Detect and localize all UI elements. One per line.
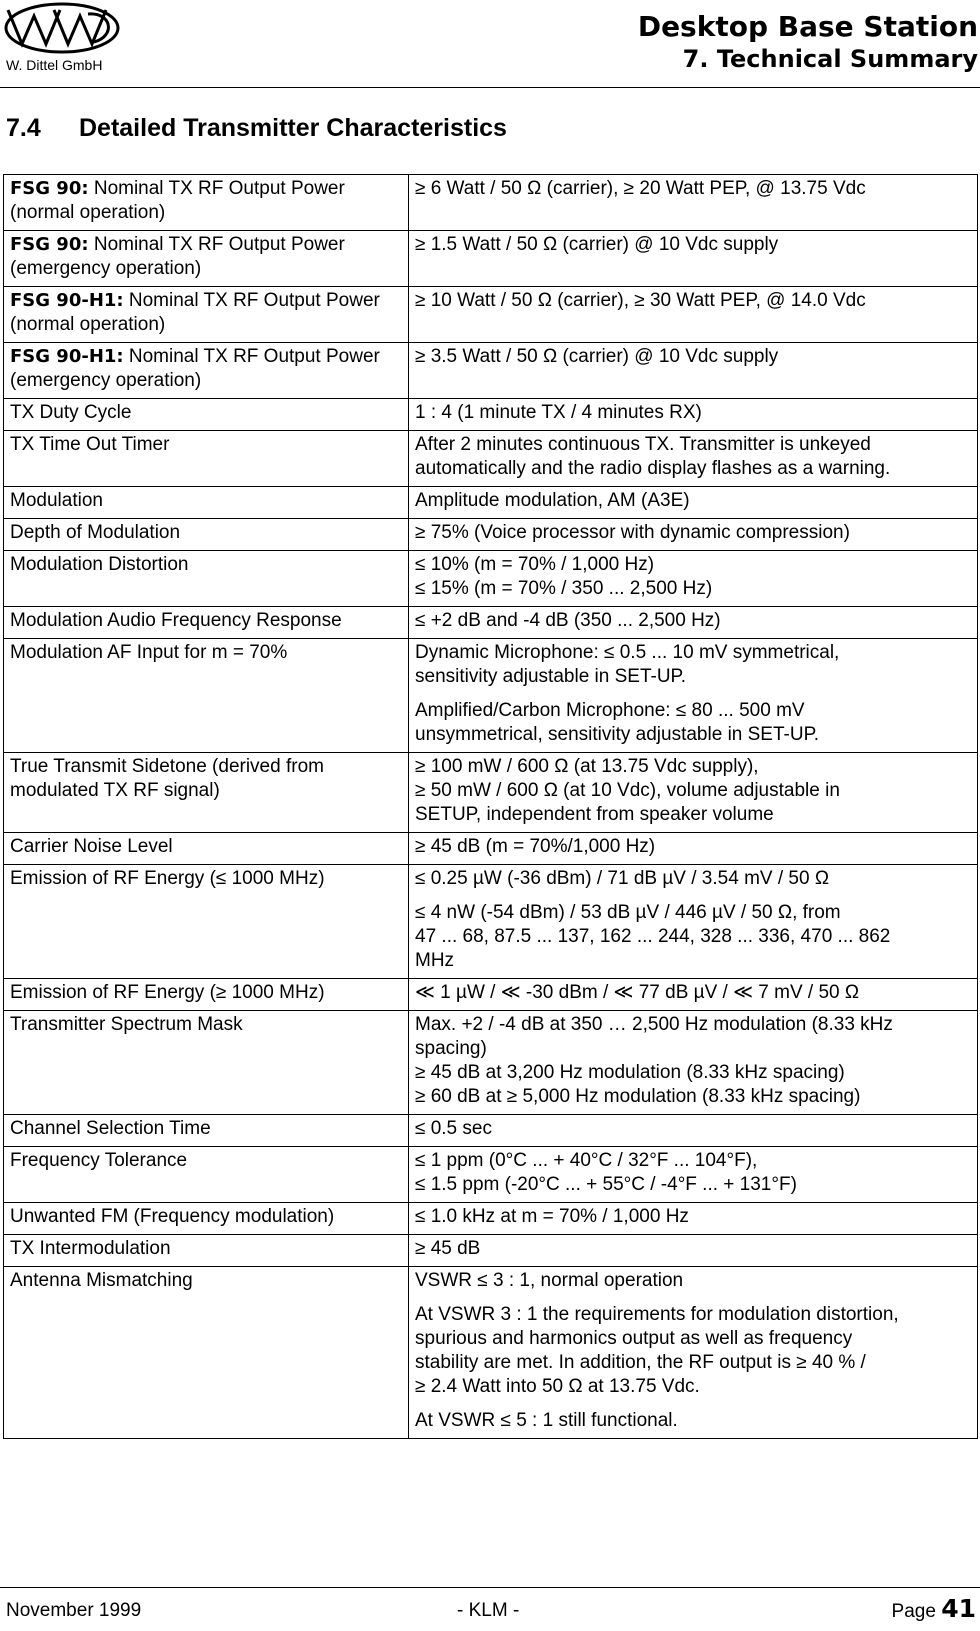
parameter-label: Frequency Tolerance (10, 1150, 188, 1171)
value-paragraph: At VSWR ≤ 5 : 1 still functional. (415, 1410, 678, 1431)
value-paragraph: 1 : 4 (1 minute TX / 4 minutes RX) (415, 402, 702, 423)
value-paragraph: At VSWR 3 : 1 the requirements for modulation distortion, spurious and harmonics output as well as frequency stability are met. In addition, the RF output is ≥ 40 % / ≥ 2.4 Watt into 50 Ω at 13.75 Vdc. (415, 1304, 899, 1397)
footer-document-code: - KLM - (457, 1600, 520, 1621)
parameter-cell (4, 1203, 409, 1235)
parameter-text (10, 867, 402, 891)
value-paragraph: Amplified/Carbon Microphone: ≤ 80 ... 500 mV unsymmetrical, sensitivity adjustable in SET-UP. (415, 700, 820, 745)
parameter-text (10, 1205, 402, 1229)
parameter-label: Modulation Audio Frequency Response (10, 610, 342, 631)
value-paragraph: Max. +2 / -4 dB at 350 … 2,500 Hz modulation (8.33 kHz spacing) ≥ 45 dB at 3,200 Hz modulation (8.33 kHz spacing) ≥ 60 dB at ≥ 5,000 Hz modulation (8.33 kHz spacing) (415, 1014, 893, 1107)
table-row (4, 607, 978, 639)
parameter-cell (4, 607, 409, 639)
parameter-cell (4, 833, 409, 865)
parameter-cell (4, 551, 409, 607)
table-row (4, 1203, 978, 1235)
parameter-text (10, 233, 402, 281)
model-prefix: FSG 90: (10, 178, 89, 199)
table-row (4, 487, 978, 519)
parameter-label: Antenna Mismatching (10, 1270, 193, 1291)
value-cell (409, 1147, 978, 1203)
parameter-text (10, 835, 402, 859)
value-paragraph: ≤ 1.0 kHz at m = 70% / 1,000 Hz (415, 1206, 689, 1227)
parameter-cell (4, 519, 409, 551)
value-cell (409, 1267, 978, 1439)
value-paragraph: ≥ 45 dB (m = 70%/1,000 Hz) (415, 836, 656, 857)
value-paragraph: ≤ +2 dB and -4 dB (350 ... 2,500 Hz) (415, 610, 721, 631)
value-paragraph: ≤ 10% (m = 70% / 1,000 Hz) ≤ 15% (m = 70% / 350 ... 2,500 Hz) (415, 554, 713, 599)
table-row (4, 287, 978, 343)
value-cell (409, 175, 978, 231)
table-row (4, 1011, 978, 1115)
page-label: Page (891, 1601, 942, 1622)
parameter-label: True Transmit Sidetone (derived from modulated TX RF signal) (10, 756, 324, 801)
footer-page (892, 1594, 976, 1623)
parameter-text (10, 433, 402, 457)
parameter-text (10, 521, 402, 545)
model-prefix: FSG 90: (10, 234, 89, 255)
table-row (4, 639, 978, 753)
table-row (4, 1235, 978, 1267)
value-paragraph: ≥ 45 dB (415, 1238, 481, 1259)
parameter-text (10, 177, 402, 225)
parameter-cell (4, 979, 409, 1011)
value-cell (409, 487, 978, 519)
parameter-label: Nominal TX RF Output Power (emergency operation) (10, 346, 380, 391)
header-divider (0, 87, 980, 88)
parameter-label: TX Time Out Timer (10, 434, 170, 455)
parameter-label: Modulation AF Input for m = 70% (10, 642, 288, 663)
value-cell (409, 865, 978, 979)
parameter-cell (4, 865, 409, 979)
parameter-text (10, 755, 402, 803)
parameter-text (10, 553, 402, 577)
parameter-cell (4, 287, 409, 343)
value-cell (409, 231, 978, 287)
value-paragraph: VSWR ≤ 3 : 1, normal operation (415, 1270, 684, 1291)
table-row (4, 979, 978, 1011)
parameter-text (10, 345, 402, 393)
value-cell (409, 639, 978, 753)
section-number: 7.4 (6, 114, 41, 142)
parameter-text (10, 489, 402, 513)
value-paragraph: ≪ 1 µW / ≪ -30 dBm / ≪ 77 dB µV / ≪ 7 mV / 50 Ω (415, 982, 860, 1003)
section-title: Detailed Transmitter Characteristics (79, 114, 507, 142)
value-paragraph: ≥ 1.5 Watt / 50 Ω (carrier) @ 10 Vdc supply (415, 234, 779, 255)
parameter-cell (4, 1267, 409, 1439)
value-paragraph: ≤ 1 ppm (0°C ... + 40°C / 32°F ... 104°F), ≤ 1.5 ppm (-20°C ... + 55°C / -4°F ... + 131°F) (415, 1150, 797, 1195)
parameter-label: Channel Selection Time (10, 1118, 211, 1139)
table-row (4, 753, 978, 833)
parameter-cell (4, 753, 409, 833)
parameter-cell (4, 343, 409, 399)
parameter-text (10, 1237, 402, 1261)
parameter-cell (4, 1011, 409, 1115)
parameter-label: Modulation Distortion (10, 554, 189, 575)
value-cell (409, 287, 978, 343)
parameter-text (10, 641, 402, 665)
transmitter-characteristics-table (3, 174, 978, 1439)
value-paragraph: ≥ 10 Watt / 50 Ω (carrier), ≥ 30 Watt PEP, @ 14.0 Vdc (415, 290, 866, 311)
table-row (4, 399, 978, 431)
parameter-cell (4, 639, 409, 753)
value-paragraph: ≥ 3.5 Watt / 50 Ω (carrier) @ 10 Vdc supply (415, 346, 779, 367)
value-cell (409, 399, 978, 431)
parameter-text (10, 981, 402, 1005)
table-row (4, 865, 978, 979)
value-cell (409, 551, 978, 607)
value-cell (409, 607, 978, 639)
parameter-cell (4, 175, 409, 231)
document-title-block (638, 10, 978, 74)
value-paragraph: ≤ 4 nW (-54 dBm) / 53 dB µV / 446 µV / 50 Ω, from 47 ... 68, 87.5 ... 137, 162 ... 244, 328 ... 336, 470 ... 862 MHz (415, 902, 891, 971)
model-prefix: FSG 90-H1: (10, 290, 124, 311)
value-cell (409, 343, 978, 399)
value-cell (409, 753, 978, 833)
value-cell (409, 1235, 978, 1267)
section-heading (6, 114, 507, 143)
model-prefix: FSG 90-H1: (10, 346, 124, 367)
company-logo (2, 2, 122, 60)
parameter-text (10, 401, 402, 425)
value-paragraph: ≥ 75% (Voice processor with dynamic compression) (415, 522, 850, 543)
value-paragraph: ≤ 0.5 sec (415, 1118, 492, 1139)
parameter-label: Carrier Noise Level (10, 836, 173, 857)
value-cell (409, 1203, 978, 1235)
parameter-label: Nominal TX RF Output Power (emergency operation) (10, 234, 345, 279)
parameter-text (10, 289, 402, 337)
footer-divider (0, 1587, 980, 1588)
table-row (4, 343, 978, 399)
value-paragraph: After 2 minutes continuous TX. Transmitter is unkeyed automatically and the radio display flashes as a warning. (415, 434, 891, 479)
value-cell (409, 1011, 978, 1115)
parameter-cell (4, 399, 409, 431)
table-row (4, 1147, 978, 1203)
table-row (4, 1267, 978, 1439)
parameter-label: TX Duty Cycle (10, 402, 132, 423)
parameter-text (10, 1117, 402, 1141)
page-header (0, 0, 980, 88)
table-row (4, 833, 978, 865)
value-cell (409, 979, 978, 1011)
value-cell (409, 431, 978, 487)
table-row (4, 431, 978, 487)
parameter-cell (4, 431, 409, 487)
value-paragraph: ≥ 6 Watt / 50 Ω (carrier), ≥ 20 Watt PEP, @ 13.75 Vdc (415, 178, 866, 199)
parameter-text (10, 609, 402, 633)
document-title: Desktop Base Station (637, 10, 978, 43)
value-cell (409, 833, 978, 865)
parameter-label: Emission of RF Energy (≤ 1000 MHz) (10, 868, 325, 889)
parameter-text (10, 1013, 402, 1037)
parameter-cell (4, 1235, 409, 1267)
parameter-label: Nominal TX RF Output Power (normal operation) (10, 290, 380, 335)
parameter-cell (4, 1115, 409, 1147)
value-paragraph: Amplitude modulation, AM (A3E) (415, 490, 690, 511)
value-paragraph: ≥ 100 mW / 600 Ω (at 13.75 Vdc supply), ≥ 50 mW / 600 Ω (at 10 Vdc), volume adjustable in SETUP, independent from speaker volume (415, 756, 840, 825)
footer-date: November 1999 (6, 1600, 142, 1621)
table-row (4, 551, 978, 607)
value-cell (409, 519, 978, 551)
parameter-cell (4, 1147, 409, 1203)
table-row (4, 1115, 978, 1147)
table-row (4, 175, 978, 231)
parameter-label: Depth of Modulation (10, 522, 181, 543)
parameter-cell (4, 487, 409, 519)
parameter-label: Nominal TX RF Output Power (normal operation) (10, 178, 345, 223)
value-paragraph: Dynamic Microphone: ≤ 0.5 ... 10 mV symmetrical, sensitivity adjustable in SET-UP. (415, 642, 840, 687)
parameter-text (10, 1269, 402, 1293)
value-paragraph: ≤ 0.25 µW (-36 dBm) / 71 dB µV / 3.54 mV / 50 Ω (415, 868, 830, 889)
chapter-title: 7. Technical Summary (682, 45, 978, 73)
parameter-label: Transmitter Spectrum Mask (10, 1014, 243, 1035)
parameter-label: Emission of RF Energy (≥ 1000 MHz) (10, 982, 325, 1003)
parameter-label: Modulation (10, 490, 103, 511)
parameter-text (10, 1149, 402, 1173)
table-row (4, 519, 978, 551)
value-cell (409, 1115, 978, 1147)
parameter-label: Unwanted FM (Frequency modulation) (10, 1206, 335, 1227)
table-row (4, 231, 978, 287)
company-name: W. Dittel GmbH (6, 57, 103, 73)
page-number: 41 (941, 1594, 976, 1623)
parameter-label: TX Intermodulation (10, 1238, 171, 1259)
parameter-cell (4, 231, 409, 287)
